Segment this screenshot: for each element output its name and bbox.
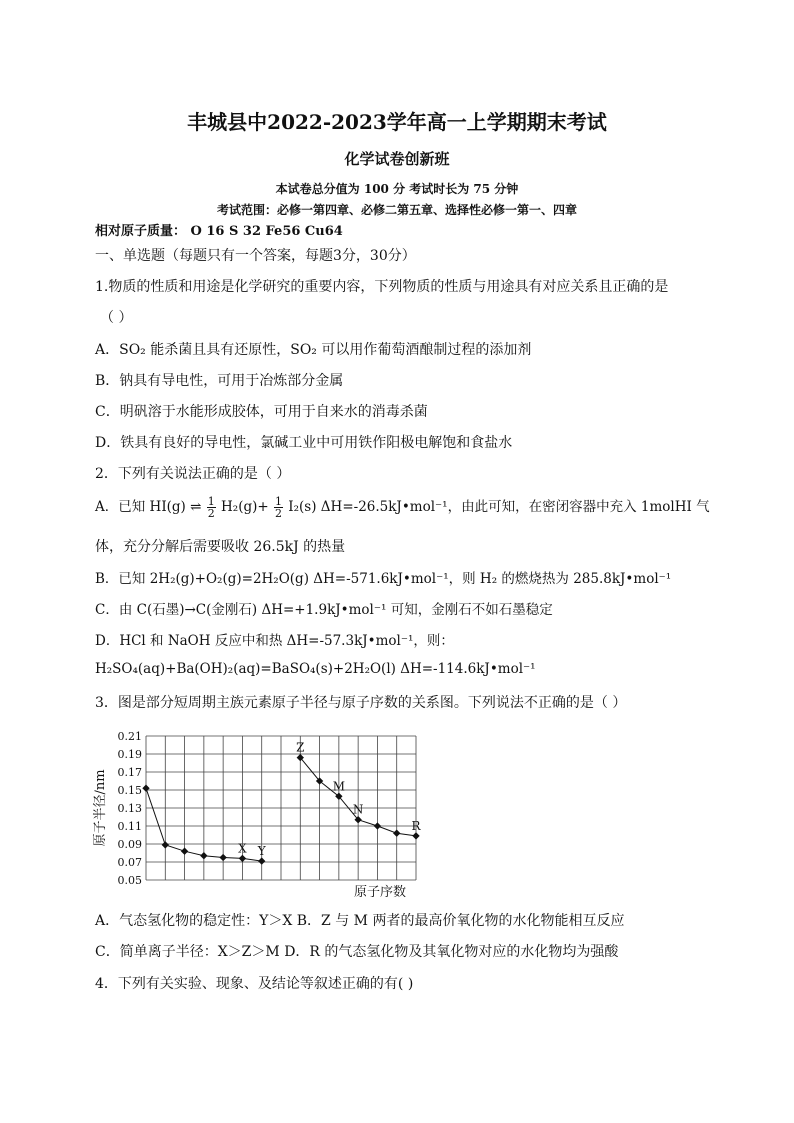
x-axis-label: 原子序数	[353, 885, 407, 900]
point-label: X	[238, 841, 247, 856]
y-tick-label: 0.05	[117, 874, 142, 887]
data-point	[412, 832, 419, 839]
exam-title: 丰城县中2022-2023学年高一上学期期末考试	[187, 110, 607, 134]
q4-stem: 4．下列有关实验、现象、及结论等叙述正确的有( )	[95, 976, 414, 992]
q2-a-mid: H₂(g)+	[221, 499, 269, 515]
q3-options-cd: C．简单离子半径：X＞Z＞M D．R 的气态氢化物及其氧化物对应的水化物均为强酸	[95, 944, 619, 960]
q1-option-d: D．铁具有良好的导电性，氯碱工业中可用铁作阳极电解饱和食盐水	[95, 435, 513, 451]
y-tick-label: 0.21	[117, 730, 142, 743]
fraction-half: $\frac{1}{2}$	[275, 495, 282, 520]
data-point	[219, 854, 226, 861]
point-label: R	[411, 818, 421, 833]
point-label: M	[332, 779, 346, 794]
data-point	[162, 841, 169, 848]
y-tick-label: 0.07	[117, 856, 142, 869]
q1-stem: 1.物质的性质和用途是化学研究的重要内容，下列物质的性质与用途具有对应关系且正确的是	[95, 279, 669, 295]
y-tick-label: 0.17	[117, 766, 142, 779]
point-label: Y	[257, 844, 266, 859]
y-tick-label: 0.11	[117, 820, 142, 833]
q3-stem: 3．图是部分短周期主族元素原子半径与原子序数的关系图。下列说法不正确的是（ ）	[95, 695, 627, 711]
q2-option-c: C．由 C(石墨)→C(金刚石) ΔH=+1.9kJ•mol⁻¹ 可知，金刚石不如石墨稳定	[95, 602, 553, 618]
q2-option-a	[95, 495, 710, 519]
point-label: N	[352, 802, 364, 817]
data-point	[181, 848, 188, 855]
score-info: 本试卷总分值为 100 分 考试时长为 75 分钟	[275, 182, 519, 196]
y-tick-label: 0.09	[117, 838, 142, 851]
q2-option-d-cont: H₂SO₄(aq)+Ba(OH)₂(aq)=BaSO₄(s)+2H₂O(l) ΔH=-114.6kJ•mol⁻¹	[95, 661, 536, 677]
y-axis-label: 原子半径/nm	[93, 769, 108, 847]
data-point	[393, 830, 400, 837]
q1-option-b: B．钠具有导电性，可用于冶炼部分金属	[95, 373, 344, 389]
data-point	[374, 822, 381, 829]
data-point	[239, 855, 246, 862]
fraction-half: $\frac{1}{2}$	[207, 495, 215, 520]
section-heading: 一、单选题（每题只有一个答案，每题3分，30分）	[95, 248, 416, 264]
exam-subtitle: 化学试卷创新班	[344, 150, 450, 168]
q2-option-a-cont: 体，充分分解后需要吸收 26.5kJ 的热量	[95, 539, 346, 555]
point-label: Z	[296, 740, 305, 755]
atomic-masses: 相对原子质量： O 16 S 32 Fe56 Cu64	[95, 224, 343, 239]
y-tick-label: 0.15	[117, 784, 142, 797]
q1-option-a: A．SO₂ 能杀菌且具有还原性，SO₂ 可以用作葡萄酒酿制过程的添加剂	[95, 342, 532, 358]
q3-options-ab: A．气态氢化物的稳定性：Y＞X B．Z 与 M 两者的最高价氧化物的水化物能相互反应	[95, 913, 625, 929]
q1-option-c: C．明矾溶于水能形成胶体，可用于自来水的消毒杀菌	[95, 404, 428, 420]
chart-grid	[146, 736, 416, 880]
y-tick-label: 0.19	[117, 748, 142, 761]
q1-paren: （ ）	[100, 310, 133, 326]
q2-option-d: D．HCl 和 NaOH 反应中和热 ΔH=-57.3kJ•mol⁻¹，则：	[95, 633, 454, 649]
q2-a-pre: A．已知 HI(g) ⇌	[95, 499, 202, 515]
q2-stem: 2．下列有关说法正确的是（ ）	[95, 466, 291, 482]
y-tick-label: 0.13	[117, 802, 142, 815]
atomic-radius-chart	[88, 722, 428, 904]
q2-option-b: B．已知 2H₂(g)+O₂(g)=2H₂O(g) ΔH=-571.6kJ•mol⁻¹，则 H₂ 的燃烧热为 285.8kJ•mol⁻¹	[95, 571, 672, 587]
data-point	[258, 857, 265, 864]
data-point	[142, 785, 149, 792]
data-point	[200, 852, 207, 859]
q2-a-post: I₂(s) ΔH=-26.5kJ•mol⁻¹，由此可知，在密闭容器中充入 1molHI 气	[288, 499, 710, 515]
exam-scope: 考试范围：必修一第四章、必修二第五章、选择性必修一第一、四章	[216, 203, 577, 217]
